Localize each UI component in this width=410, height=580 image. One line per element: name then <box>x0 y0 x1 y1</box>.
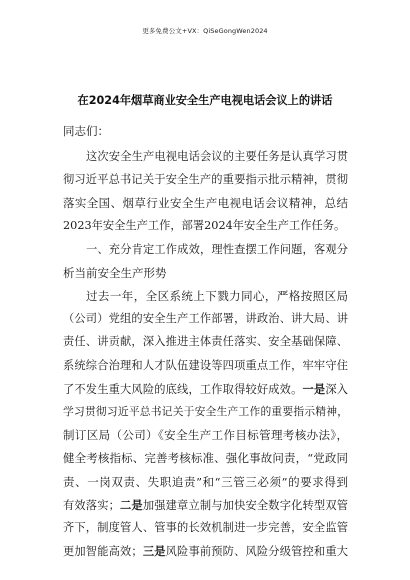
body-line-5: 过去一年，全区系统上下戮力同心，严格按照区局 <box>86 289 348 303</box>
body-line-2: 彻习近平总书记关于安全生产的重要指示批示精神，贯彻 <box>63 173 348 186</box>
body-line-4: 2023年安全生产工作，部署2024年安全生产工作任务。 <box>63 219 346 232</box>
ordinal-first: 一是 <box>302 382 326 396</box>
ordinal-third: 三是 <box>142 544 166 558</box>
body-line-8: 系统综合治理和人才队伍建设等四项重点工作，牢牢守住 <box>63 359 348 372</box>
body-line-15: 齐下，制度管人、管事的长效机制进一步完善，安全监管 <box>63 521 348 534</box>
body-line-10: 学习贯彻习近平总书记关于安全生产工作的重要指示精神， <box>63 405 348 418</box>
body-line-3: 落实全国、烟草行业安全生产电视电话会议精神，总结 <box>63 196 348 210</box>
body-line-13: 责、一岗双责、失职追责”和“三管三必须”的要求得到 <box>63 475 348 489</box>
document-title: 在2024年烟草商业安全生产电视电话会议上的讲话 <box>77 94 333 107</box>
body-line-9: 了不发生重大风险的底线，工作取得较好成效。一是深入 <box>63 382 348 396</box>
section-heading-line-2: 析当前安全生产形势 <box>63 266 167 280</box>
body-line-6: （公司）党组的安全生产工作部署，讲政治、讲大局、讲 <box>63 312 348 325</box>
body-line-12: 健全考核指标、完善考核标准、强化事故问责，“党政同 <box>63 451 348 465</box>
body-line-11: 制订区局（公司）《安全生产工作目标管理考核办法》， <box>63 428 348 442</box>
header-note: 更多免费公文+VX：QiSeGongWen2024 <box>142 27 268 35</box>
body-line-14: 有效落实；二是加强建章立制与加快安全数字化转型双管 <box>63 498 348 512</box>
body-line-7: 责任、讲贡献，深入推进主体责任落实、安全基础保障、 <box>63 335 348 348</box>
salutation: 同志们： <box>63 124 109 138</box>
body-line-16: 更加智能高效；三是风险事前预防、风险分级管控和重大 <box>63 544 348 558</box>
ordinal-second: 二是 <box>119 498 143 512</box>
body-line-1: 这次安全生产电视电话会议的主要任务是认真学习贯 <box>86 150 348 163</box>
section-heading-line-1: 一、充分肯定工作成效，理性查摆工作问题，客观分 <box>86 243 348 256</box>
